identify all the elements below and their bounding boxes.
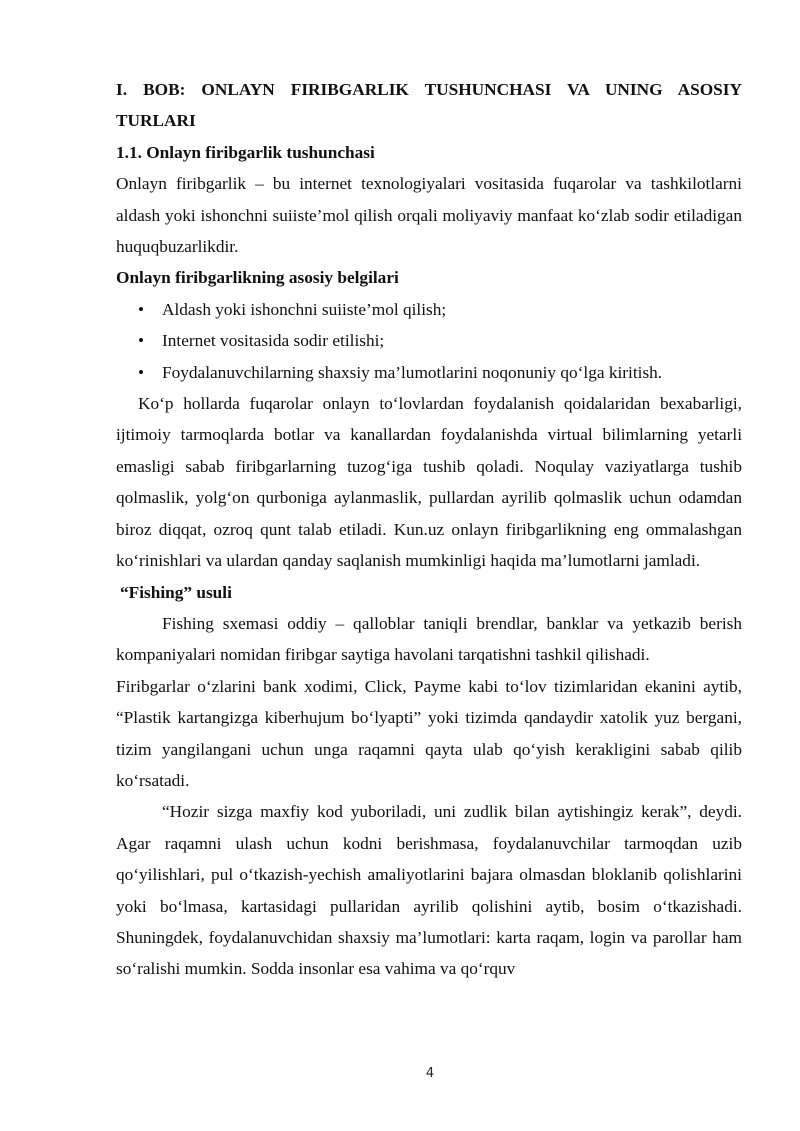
list-item (116, 325, 742, 356)
definition-paragraph: Onlayn firibgarlik – bu internet texnologiyalari vositasida fuqarolar va tashkilotlarni aldash yoki ishonchni suiiste’mol qilish orqali moliyaviy manfaat ko‘zlab sodir etiladigan huquqbuzarlikdir. (116, 174, 742, 257)
intro-paragraph: Ko‘p hollarda fuqarolar onlayn to‘lovlardan foydalanish qoidalaridan bexabarligi, ijtimoiy tarmoqlarda botlar va kanallardan foydalanishda virtual bilimlarning yetarli emasligi sabab firibgarlarning tuzog‘iga tushib qoladi. Noqulay vaziyatlarga tushib qolmaslik, yolg‘on qurboniga aylanmaslik, pullardan ayrilib qolmaslik uchun odamdan biroz diqqat, ozroq qunt talab etiladi. Kun.uz onlayn firibgarlikning eng ommalashgan ko‘rinishlari va ulardan qanday saqlanish mumkinligi haqida ma’lumotlarni jamladi. (116, 394, 742, 571)
signs-heading: Onlayn firibgarlikning asosiy belgilari (116, 268, 399, 288)
fishing-paragraph-3: “Hozir sizga maxfiy kod yuboriladi, uni zudlik bilan aytishingiz kerak”, deydi. Agar raqamni ulash uchun kodni berishmasa, foydalanuvchilar tarmoqdan uzib qo‘yilishlari, pul o‘tkazish-yechish amaliyotlarini bajara olmasdan bloklanib qolishlarini yoki bo‘lmasa, kartasidagi pullaridan ayrilib qolishini aytib, bosim o‘tkazishadi. Shuningdek, foydalanuvchidan shaxsiy ma’lumotlari: karta raqam, login va parollar ham so‘ralishi mumkin. Sodda insonlar esa vahima va qo‘rquv (116, 802, 742, 979)
bullet-icon: • (138, 299, 145, 319)
section-heading: 1.1. Onlayn firibgarlik tushunchasi (116, 142, 375, 162)
list-item-text: Internet vositasida sodir etilishi; (162, 331, 385, 351)
list-item (116, 357, 742, 388)
chapter-heading: I. BOB: ONLAYN FIRIBGARLIK TUSHUNCHASI VA UNING ASOSIY TURLARI (116, 80, 742, 131)
fishing-heading: “Fishing” usuli (120, 582, 232, 602)
list-item-text: Aldash yoki ishonchni suiiste’mol qilish; (162, 299, 447, 319)
list-item (116, 294, 742, 325)
bullet-icon: • (138, 362, 145, 382)
document-page (116, 74, 742, 985)
signs-list (116, 294, 742, 388)
fishing-paragraph-2: Firibgarlar o‘zlarini bank xodimi, Click, Payme kabi to‘lov tizimlaridan ekanini aytib, “Plastik kartangizga kiberhujum bo‘lyapti” yoki tizimda qandaydir xatolik yuz bergani, tizim yangilangani uchun unga raqamni qayta ulab qo‘yish kerakligini sabab qilib ko‘rsatadi. (116, 676, 742, 790)
list-item-text: Foydalanuvchilarning shaxsiy ma’lumotlarini noqonuniy qo‘lga kiritish. (162, 362, 663, 382)
bullet-icon: • (138, 331, 145, 351)
page-number: 4 (425, 1066, 435, 1081)
fishing-paragraph-1: Fishing sxemasi oddiy – qalloblar taniqli brendlar, banklar va yetkazib berish kompaniyalari nomidan firibgar saytiga havolani tarqatishni tashkil qilishadi. (116, 613, 742, 665)
